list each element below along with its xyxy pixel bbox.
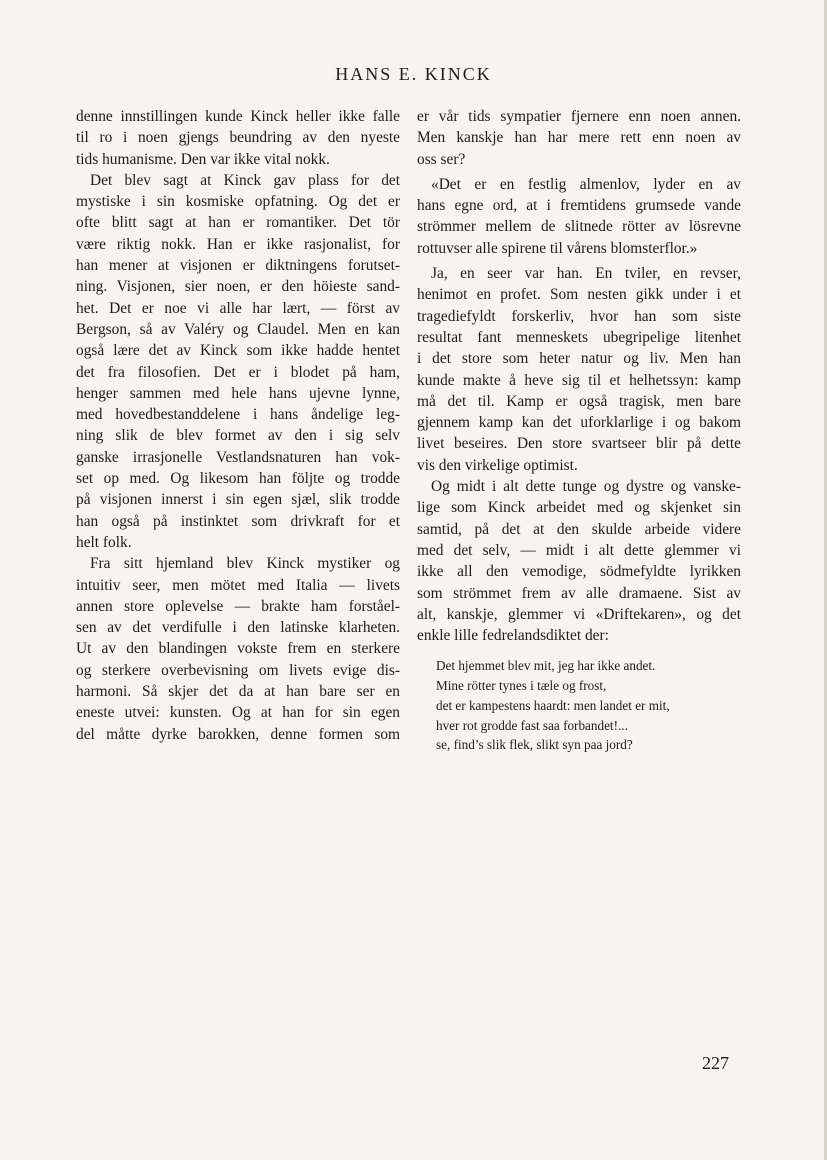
right-column-text bbox=[417, 106, 741, 646]
text-line: ning. Visjonen, sier noen, er den höieste sand- bbox=[76, 278, 400, 296]
text-line: Ja, en seer var han. En tviler, en revser, bbox=[431, 265, 741, 283]
text-line: sen av det verdifulle i den latinske klarheten. bbox=[76, 619, 400, 637]
text-line: strömmer mellem de slitnede rötter av lösrevne bbox=[417, 218, 741, 236]
text-line: henger sammen med hele hans ujevne lynne, bbox=[76, 384, 400, 402]
text-line: livet beseires. Den store svartseer blir på dette bbox=[417, 435, 741, 453]
text-line: han også på instinktet som drivkraft for et bbox=[76, 512, 400, 530]
text-line: tragediefyldt forskerliv, hvor han som siste bbox=[417, 307, 741, 325]
right-column bbox=[417, 106, 741, 755]
text-line: ofte blitt sagt at han er romantiker. Det tör bbox=[76, 214, 400, 232]
text-line: med det selv, — midt i alt dette glemmer vi bbox=[417, 541, 741, 559]
text-line: alt, kanskje, glemmer vi «Driftekaren», og det bbox=[417, 605, 741, 623]
text-line: set op med. Og likesom han följte og trodde bbox=[76, 470, 400, 488]
text-line: Ut av den blandingen vokste frem en sterkere bbox=[76, 640, 400, 658]
left-column bbox=[76, 106, 400, 745]
text-line: lige som Kinck arbeidet med og skjenket sin bbox=[417, 499, 741, 517]
text-line: henimot en profet. Som nesten gikk under i et bbox=[417, 286, 741, 304]
text-line: til ro i noen gjengs beundring av den nyeste bbox=[76, 129, 400, 147]
text-line: oss ser? bbox=[417, 150, 466, 168]
text-line: på visjonen innerst i sin egen sjæl, slik trodde bbox=[76, 491, 400, 509]
text-line: i det store som heter natur og liv. Men han bbox=[417, 350, 741, 368]
text-line: er vår tids sympatier fjernere enn noen annen. bbox=[417, 108, 741, 125]
text-line: Fra sitt hjemland blev Kinck mystiker og bbox=[90, 555, 400, 573]
text-line: Men kanskje han har mere rett enn noen av bbox=[417, 129, 741, 147]
text-line: denne innstillingen kunde Kinck heller ikke falle bbox=[76, 108, 400, 125]
text-line: gjennem kamp kan det uforklarlige i og bakom bbox=[417, 414, 741, 432]
text-line: «Det er en festlig almenlov, lyder en av bbox=[431, 175, 741, 193]
text-line: kunde makte å heve sig til et helhetssyn: kamp bbox=[417, 371, 741, 389]
text-line: intuitiv seer, men mötet med Italia — livets bbox=[76, 576, 400, 594]
text-line: hans egne ord, at i fremtidens grumsede vande bbox=[417, 197, 741, 215]
text-line: Og midt i alt dette tunge og dystre og vanske- bbox=[431, 478, 741, 496]
text-line: resultat fant menneskets ubegripelige litenhet bbox=[417, 328, 741, 346]
text-line: samtid, på det at den skulde arbeide videre bbox=[417, 520, 741, 538]
poem-line: Mine rötter tynes i tæle og frost, bbox=[436, 678, 607, 694]
text-line: også lære det av Kinck som ikke hadde hentet bbox=[76, 342, 400, 360]
text-line: del måtte dyrke barokken, denne formen som bbox=[76, 725, 400, 743]
text-line: het. Det er noe vi alle har lært, — först av bbox=[76, 299, 400, 317]
text-line: være riktig nokk. Han er ikke rasjonalist, for bbox=[76, 235, 400, 253]
text-line: det fra filosofien. Det er i blodet på ham, bbox=[76, 363, 400, 381]
text-line: ning slik de blev formet av den i sig selv bbox=[76, 427, 400, 445]
text-line: Det blev sagt at Kinck gav plass for det bbox=[90, 171, 400, 189]
running-title: HANS E. KINCK bbox=[335, 64, 492, 84]
text-line: med hovedbestanddelene i hans åndelige leg- bbox=[76, 406, 400, 424]
text-line: og sterkere overbevisning om livets evige dis- bbox=[76, 661, 400, 679]
text-line: vis den virkelige optimist. bbox=[417, 456, 578, 474]
text-line: annen store oplevelse — brakte ham forståel- bbox=[76, 597, 400, 615]
poem-line: se, find’s slik flek, slikt syn paa jord? bbox=[436, 737, 633, 753]
text-line: ganske irrasjonelle Vestlandsnaturen han vok- bbox=[76, 448, 400, 466]
poem-line: Det hjemmet blev mit, jeg har ikke andet. bbox=[436, 658, 656, 674]
text-line: Bergson, så av Valéry og Claudel. Men en kan bbox=[76, 320, 400, 338]
text-line: eneste utvei: kunsten. Og at han for sin egen bbox=[76, 704, 400, 722]
text-line: harmoni. Så skjer det da at han bare ser en bbox=[76, 683, 400, 701]
text-line: som strömmet frem av alle dramaene. Sist av bbox=[417, 584, 741, 602]
text-line: tids humanisme. Den var ikke vital nokk. bbox=[76, 150, 330, 168]
text-line: rottuvser alle spirene til vårens blomsterflor.» bbox=[417, 239, 698, 257]
poem-line: det er kampestens haardt: men landet er mit, bbox=[436, 697, 670, 713]
text-line: han mener at visjonen er diktningens forutset- bbox=[76, 257, 400, 275]
page-number: 227 bbox=[702, 1053, 729, 1073]
poem-line: hver rot grodde fast saa forbandet!... bbox=[436, 717, 628, 733]
text-line: mystiske i sin kosmiske opfatning. Og det er bbox=[76, 193, 400, 211]
text-line: må det til. Kamp er også tragisk, men bare bbox=[417, 392, 741, 410]
text-line: helt folk. bbox=[76, 533, 132, 551]
poem bbox=[417, 656, 741, 755]
text-line: ikke all den vemodige, södmefyldte lyrikken bbox=[417, 563, 741, 581]
text-line: enkle lille fedrelandsdiktet der: bbox=[417, 627, 609, 645]
